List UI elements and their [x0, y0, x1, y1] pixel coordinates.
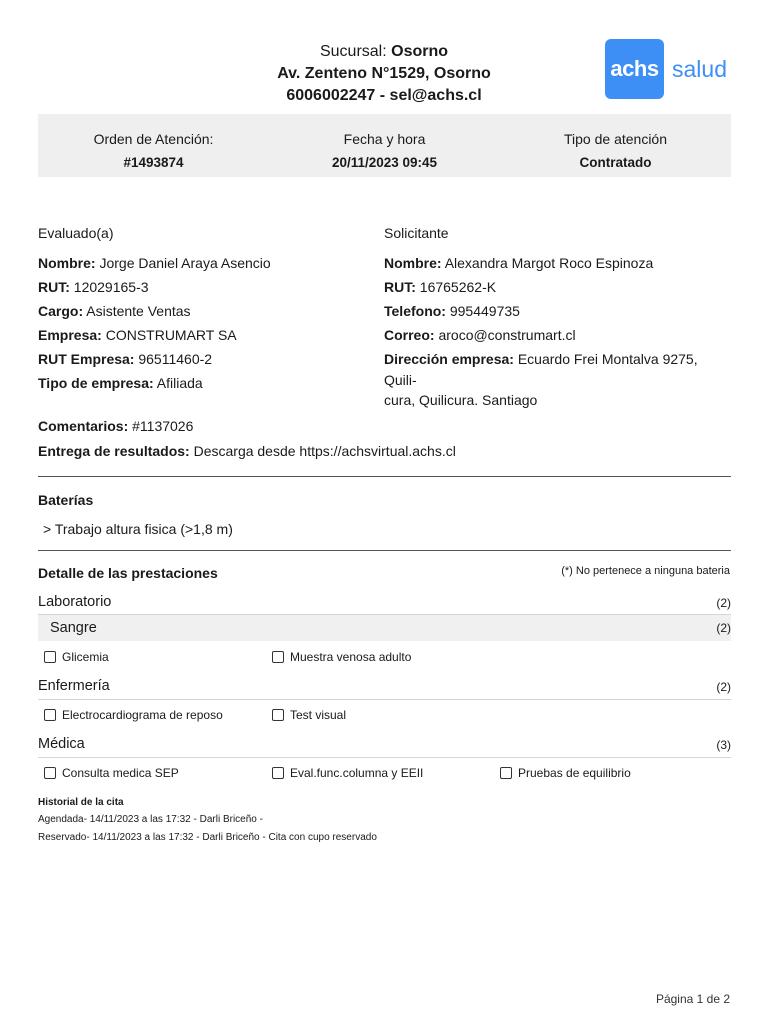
checkbox[interactable] — [500, 767, 512, 779]
evaluado-nombre — [38, 251, 368, 275]
direccion-line-1 — [384, 349, 730, 390]
evaluado-heading: Evaluado(a) — [38, 225, 114, 241]
solicitante-correo — [384, 323, 730, 347]
prestacion-item[interactable] — [44, 650, 109, 664]
field-value: aroco@construmart.cl — [438, 327, 576, 343]
group-name: Médica — [38, 736, 85, 752]
tipo-label: Tipo de atención — [564, 131, 667, 147]
prestacion-item[interactable] — [44, 708, 223, 722]
fecha-column — [269, 114, 500, 177]
orden-label: Orden de Atención: — [93, 131, 214, 147]
section-divider — [38, 476, 731, 477]
historial-entry: Reservado- 14/11/2023 a las 17:32 - Darli Briceño - Cita con cupo reservado — [38, 832, 377, 843]
evaluado-empresa — [38, 323, 368, 347]
order-info-band — [38, 114, 731, 177]
group-divider — [38, 699, 731, 700]
field-label: Correo: — [384, 327, 435, 343]
comentarios-line — [38, 414, 731, 439]
field-label: Empresa: — [38, 327, 102, 343]
field-value: Afiliada — [156, 375, 203, 391]
page-number: Página 1 de 2 — [655, 992, 730, 1006]
checkbox[interactable] — [44, 651, 56, 663]
group-count: (3) — [716, 738, 731, 752]
tipo-column — [500, 114, 731, 177]
field-label: Nombre: — [38, 255, 96, 271]
solicitante-nombre — [384, 251, 730, 275]
checkbox[interactable] — [272, 651, 284, 663]
field-label: Tipo de empresa: — [38, 375, 154, 391]
solicitante-rut — [384, 275, 730, 299]
checkbox[interactable] — [272, 709, 284, 721]
evaluado-rut-empresa — [38, 347, 368, 371]
prestacion-item[interactable] — [44, 766, 179, 780]
bateria-item: > Trabajo altura fisica (>1,8 m) — [43, 521, 233, 537]
field-value: CONSTRUMART SA — [105, 327, 237, 343]
solicitante-telefono — [384, 299, 730, 323]
prestacion-label: Electrocardiograma de reposo — [62, 708, 223, 722]
field-value: 995449735 — [449, 303, 520, 319]
field-value: 16765262-K — [419, 279, 497, 295]
field-value: Jorge Daniel Araya Asencio — [99, 255, 271, 271]
field-value: Ecuardo Frei Montalva 9275, Quili- — [384, 351, 698, 388]
evaluado-section — [38, 221, 368, 395]
prestacion-item[interactable] — [500, 766, 631, 780]
branch-value: Osorno — [391, 43, 449, 60]
field-value: 96511460-2 — [138, 351, 213, 367]
subgroup-name: Sangre — [50, 620, 97, 636]
logo-box: achs — [605, 39, 664, 99]
field-label: RUT: — [38, 279, 70, 295]
section-divider — [38, 550, 731, 551]
prestacion-item[interactable] — [272, 766, 423, 780]
prestacion-item[interactable] — [272, 650, 411, 664]
comentarios-value: #1137026 — [132, 418, 194, 434]
field-label: Cargo: — [38, 303, 84, 319]
prestacion-item[interactable] — [272, 708, 346, 722]
achs-salud-logo — [605, 39, 727, 99]
fecha-value: 20/11/2023 09:45 — [331, 155, 438, 170]
checkbox[interactable] — [44, 767, 56, 779]
evaluado-tipo-empresa — [38, 371, 368, 395]
subgroup-sangre — [38, 615, 731, 641]
fecha-label: Fecha y hora — [343, 131, 426, 147]
field-label: Dirección empresa: — [384, 351, 514, 367]
field-label: RUT: — [384, 279, 416, 295]
solicitante-heading: Solicitante — [384, 225, 449, 241]
comments-section — [38, 414, 731, 464]
group-name: Laboratorio — [38, 594, 112, 610]
comentarios-label: Comentarios: — [38, 418, 129, 434]
prestacion-label: Pruebas de equilibrio — [518, 766, 631, 780]
orden-column — [38, 114, 269, 177]
entrega-value: Descarga desde https://achsvirtual.achs.cl — [193, 443, 456, 459]
detalle-title: Detalle de las prestaciones — [38, 565, 218, 581]
branch-line — [234, 41, 534, 63]
field-label: RUT Empresa: — [38, 351, 135, 367]
prestacion-label: Glicemia — [62, 650, 109, 664]
tipo-value: Contratado — [579, 155, 652, 170]
field-label: Nombre: — [384, 255, 442, 271]
field-value: Alexandra Margot Roco Espinoza — [444, 255, 654, 271]
baterias-title: Baterías — [38, 492, 94, 508]
historial-title: Historial de la cita — [38, 797, 124, 808]
group-divider — [38, 757, 731, 758]
group-name: Enfermería — [38, 678, 110, 694]
field-label: Telefono: — [384, 303, 446, 319]
group-count: (2) — [716, 680, 731, 694]
logo-side-text: salud — [672, 55, 727, 82]
branch-label: Sucursal: — [319, 43, 387, 60]
branch-address: Av. Zenteno N°1529, Osorno — [277, 65, 491, 82]
entrega-line — [38, 439, 731, 464]
subgroup-count: (2) — [716, 621, 731, 635]
detalle-note: (*) No pertenece a ninguna bateria — [561, 565, 730, 577]
orden-value: #1493874 — [123, 155, 184, 170]
historial-entry: Agendada- 14/11/2023 a las 17:32 - Darli Briceño - — [38, 814, 263, 825]
evaluado-rut — [38, 275, 368, 299]
solicitante-section — [384, 221, 730, 411]
field-value: 12029165-3 — [73, 279, 149, 295]
prestacion-label: Muestra venosa adulto — [290, 650, 412, 664]
branch-contact: 6006002247 - sel@achs.cl — [286, 87, 482, 104]
group-count: (2) — [716, 596, 731, 610]
branch-header — [234, 41, 534, 107]
evaluado-cargo — [38, 299, 368, 323]
prestacion-label: Test visual — [290, 708, 347, 722]
prestacion-label: Eval.func.columna y EEII — [290, 766, 424, 780]
checkbox[interactable] — [44, 709, 56, 721]
solicitante-direccion — [384, 347, 730, 411]
field-value: Asistente Ventas — [86, 303, 191, 319]
prestacion-label: Consulta medica SEP — [62, 766, 179, 780]
direccion-line-2: cura, Quilicura. Santiago — [384, 392, 538, 408]
checkbox[interactable] — [272, 767, 284, 779]
entrega-label: Entrega de resultados: — [38, 443, 190, 459]
